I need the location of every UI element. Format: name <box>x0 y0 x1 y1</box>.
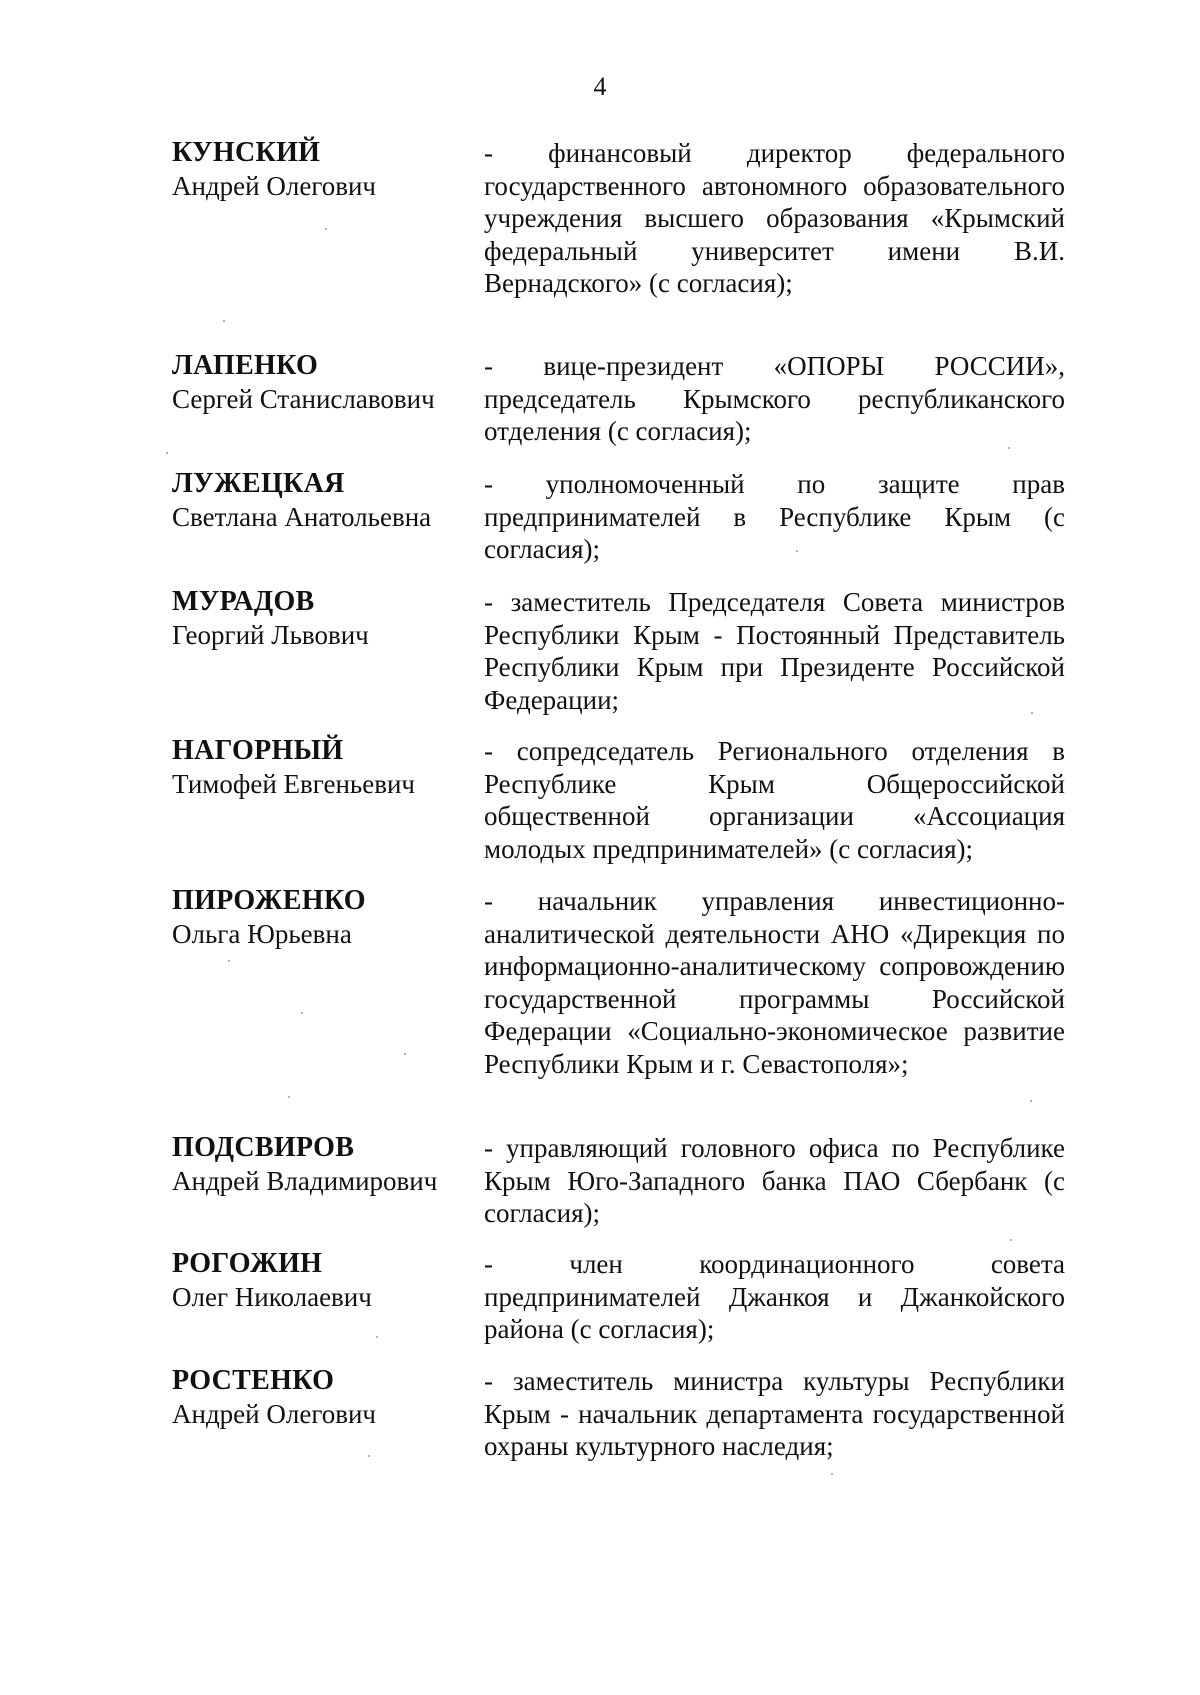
scan-speck <box>1008 447 1010 449</box>
member-given-names: Олег Николаевич <box>172 1281 372 1312</box>
scan-speck <box>1030 1100 1032 1102</box>
scan-speck <box>301 1012 303 1014</box>
member-surname: ПОДСВИРОВ <box>172 1132 355 1163</box>
member-position: - заместитель Председателя Совета министров Республики Крым - Постоянный Представитель Республики Крым при Президенте Российской Федерации; <box>484 587 1065 715</box>
member-given-names: Георгий Львович <box>172 619 369 650</box>
member-given-names: Сергей Станиславович <box>172 383 435 414</box>
scan-speck <box>831 1473 833 1475</box>
page-number: 4 <box>593 72 607 101</box>
member-person <box>172 350 462 415</box>
member-surname: РОГОЖИН <box>172 1248 323 1279</box>
member-surname: КУНСКИЙ <box>172 137 321 168</box>
scan-speck <box>376 1336 378 1338</box>
scan-speck <box>368 1455 370 1457</box>
member-given-names: Андрей Олегович <box>172 1398 377 1429</box>
member-person <box>172 586 462 651</box>
member-surname: ЛАПЕНКО <box>172 350 319 381</box>
scan-speck <box>325 228 327 230</box>
member-position: - вице-президент «ОПОРЫ РОССИИ», председатель Крымского республиканского отделения (с согласия); <box>484 351 1065 446</box>
member-surname: МУРАДОВ <box>172 586 315 617</box>
scan-speck <box>223 320 225 322</box>
member-person <box>172 1365 462 1430</box>
member-surname: НАГОРНЫЙ <box>172 735 344 766</box>
member-given-names: Андрей Владимирович <box>172 1165 438 1196</box>
member-position: - начальник управления инвестиционно-аналитической деятельности АНО «Дирекция по информационно-аналитическому сопровождению государственной программы Российской Федерации «Социально-экономическое развитие Республики Крым и г. Севастополя»; <box>484 886 1065 1079</box>
scan-speck <box>1010 1239 1012 1241</box>
scan-speck <box>228 960 230 962</box>
scan-speck <box>796 550 798 552</box>
member-given-names: Тимофей Евгеньевич <box>172 768 415 799</box>
member-given-names: Ольга Юрьевна <box>172 918 352 949</box>
member-surname: РОСТЕНКО <box>172 1365 335 1396</box>
member-given-names: Андрей Олегович <box>172 170 377 201</box>
member-surname: ЛУЖЕЦКАЯ <box>172 468 345 499</box>
member-position: - уполномоченный по защите прав предпринимателей в Республике Крым (с согласия); <box>484 469 1065 564</box>
member-person <box>172 735 462 800</box>
member-position: - сопредседатель Регионального отделения в Республике Крым Общероссийской общественной организации «Ассоциация молодых предпринимателей» (с согласия); <box>484 736 1065 864</box>
member-position: - финансовый директор федерального государственного автономного образовательного учреждения высшего образования «Крымский федеральный университет имени В.И. Вернадского» (с согласия); <box>484 138 1065 298</box>
scan-speck <box>1031 712 1033 714</box>
member-position: - управляющий головного офиса по Республике Крым Юго-Западного банка ПАО Сбербанк (с согласия); <box>484 1133 1065 1228</box>
member-person <box>172 1248 462 1313</box>
member-given-names: Светлана Анатольевна <box>172 501 432 532</box>
member-person <box>172 885 462 950</box>
member-person <box>172 468 462 533</box>
scan-speck <box>166 452 168 454</box>
member-surname: ПИРОЖЕНКО <box>172 885 366 916</box>
scan-speck <box>288 1096 290 1098</box>
member-person <box>172 1132 462 1197</box>
member-position: - член координационного совета предпринимателей Джанкоя и Джанкойского района (с согласия); <box>484 1249 1065 1344</box>
scan-speck <box>404 1053 406 1055</box>
member-person <box>172 137 462 202</box>
member-position: - заместитель министра культуры Республики Крым - начальник департамента государственной охраны культурного наследия; <box>484 1366 1065 1461</box>
